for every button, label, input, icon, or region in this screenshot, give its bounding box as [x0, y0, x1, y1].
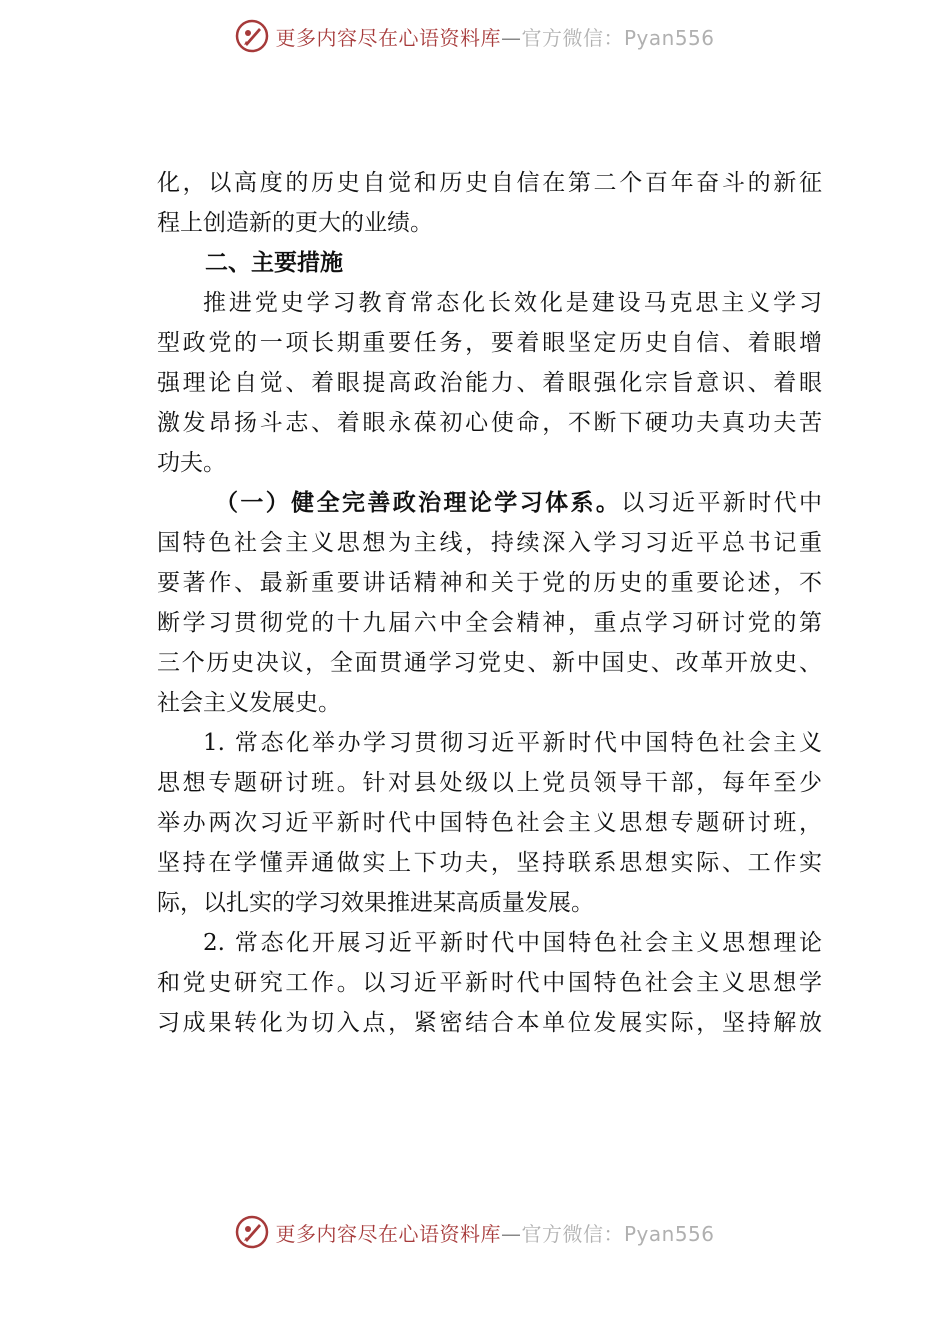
banner-separator: —: [500, 1221, 522, 1246]
para2-line-2: 国特色社会主义思想为主线，持续深入学习习近平总书记重: [157, 530, 822, 556]
subsection-heading: （一）健全完善政治理论学习体系。: [215, 490, 622, 516]
para3-line-3: 举办两次习近平新时代中国特色社会主义思想专题研讨班，: [157, 810, 822, 836]
document-body: [157, 163, 822, 1043]
banner-official-label: 官方微信：: [521, 1221, 624, 1246]
para4-line-3: 习成果转化为切入点，紧密结合本单位发展实际，坚持解放: [157, 1010, 822, 1036]
para1-line-2: 型政党的一项长期重要任务，要着眼坚定历史自信、着眼增: [157, 330, 822, 356]
para2-line-5: 三个历史决议，全面贯通学习党史、新中国史、改革开放史、: [157, 650, 822, 676]
para2-first-rest: 以习近平新时代中: [621, 490, 823, 516]
para1-line-1: 推进党史学习教育常态化长效化是建设马克思主义学习: [203, 290, 822, 316]
quill-seal-icon: [235, 19, 269, 53]
para1-line-3: 强理论自觉、着眼提高政治能力、着眼强化宗旨意识、着眼: [157, 370, 822, 396]
banner-main-text: 更多内容尽在心语资料库: [275, 1221, 501, 1246]
banner-separator: —: [500, 25, 522, 50]
para0-line-2: 程上创造新的更大的业绩。: [157, 210, 433, 236]
banner-text: [275, 22, 714, 51]
banner-wechat-id: Pyan556: [623, 25, 715, 50]
section-heading: 二、主要措施: [205, 250, 343, 276]
para2-line-1: [157, 483, 822, 523]
para2-line-4: 断学习贯彻党的十九届六中全会精神，重点学习研讨党的第: [157, 610, 822, 636]
header-banner: [0, 14, 950, 58]
para3-line-4: 坚持在学懂弄通做实上下功夫，坚持联系思想实际、工作实: [157, 850, 822, 876]
banner-text: [275, 1218, 714, 1247]
para4-line-2: 和党史研究工作。以习近平新时代中国特色社会主义思想学: [157, 970, 822, 996]
para3-line-2: 思想专题研讨班。针对县处级以上党员领导干部，每年至少: [157, 770, 822, 796]
banner-main-text: 更多内容尽在心语资料库: [275, 25, 501, 50]
para0-line-1: 化，以高度的历史自觉和历史自信在第二个百年奋斗的新征: [157, 170, 822, 196]
para1-line-4: 激发昂扬斗志、着眼永葆初心使命，不断下硬功夫真功夫苦: [157, 410, 822, 436]
banner-official-label: 官方微信：: [521, 25, 624, 50]
para3-line-5: 际，以扎实的学习效果推进某高质量发展。: [157, 890, 594, 916]
para3-line-1: 1. 常态化举办学习贯彻习近平新时代中国特色社会主义: [203, 730, 822, 756]
para2-line-3: 要著作、最新重要讲话精神和关于党的历史的重要论述，不: [157, 570, 822, 596]
para2-line-6: 社会主义发展史。: [157, 690, 341, 716]
quill-seal-icon: [235, 1215, 269, 1249]
banner-wechat-id: Pyan556: [623, 1221, 715, 1246]
para1-line-5: 功夫。: [157, 450, 226, 476]
para4-line-1: 2. 常态化开展习近平新时代中国特色社会主义思想理论: [203, 930, 822, 956]
footer-banner: [0, 1210, 950, 1254]
